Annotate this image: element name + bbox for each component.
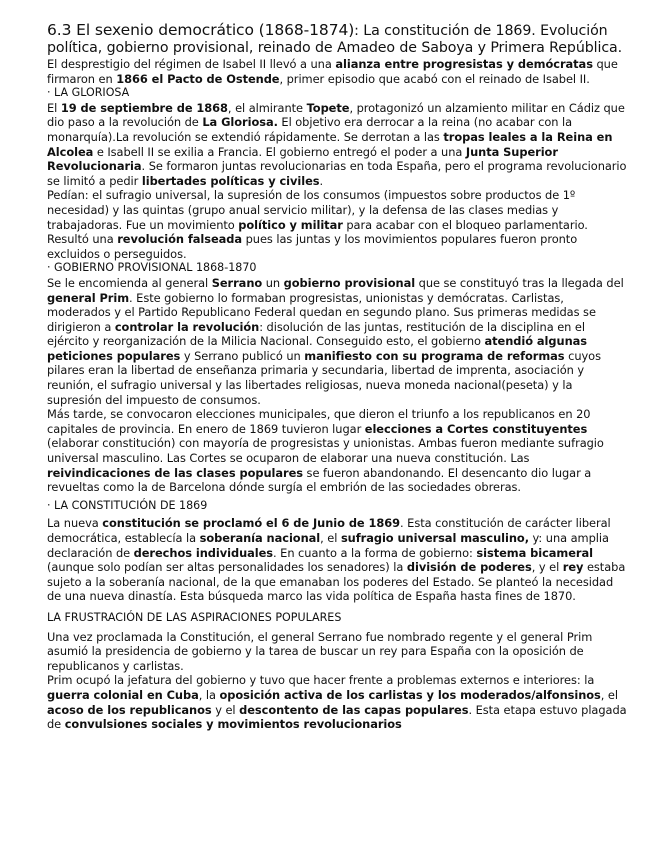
emphasis-text: gobierno provisional bbox=[283, 275, 416, 290]
paragraph-constitucion bbox=[47, 516, 627, 604]
emphasis-text: manifiesto con su programa de reformas bbox=[304, 348, 565, 363]
body-text: y Serrano publicó un bbox=[180, 348, 305, 363]
body-text: (elaborar constitución) con mayoría de progresistas y unionistas. Ambas fueron mediante sufragio universal masculino. Las Cortes se ocuparon de elaborar una nueva constitución. Las bbox=[47, 436, 604, 466]
body-text: Más tarde, se convocaron elecciones municipales, que dieron el triunfo a los republicanos en 20 capitales de provincia. En enero de 1869 tuvieron lugar bbox=[47, 407, 591, 436]
body-text: cuyos pilares eran la libertad de enseñanza primaria y secundaria, libertad de imprenta, asociación y reunión, el sufragio universal y las libertades religiosas, nueva moneda nacional(peseta) y la supresión del impuesto de consumos. bbox=[47, 348, 601, 407]
emphasis-text: Topete bbox=[306, 100, 350, 115]
body-text: Pedían: el sufragio universal, la supresión de los consumos (impuestos sobre productos de 1º necesidad) y las quintas (grupo anual servicio militar), y la defensa de las clases medias y trabajadoras. Fue un movimiento bbox=[47, 188, 576, 232]
body-text: para acabar con el bloqueo parlamentario. Resultó una bbox=[47, 217, 588, 247]
body-text: Prim ocupó la jefatura del gobierno y tuvo que hacer frente a problemas externos e interiores: la bbox=[47, 673, 595, 688]
emphasis-text: Junta Superior Revolucionaria bbox=[47, 144, 558, 174]
body-text: , el bbox=[320, 531, 341, 545]
body-text: , y el bbox=[531, 560, 563, 575]
emphasis-text: revolución falseada bbox=[117, 232, 243, 247]
body-text: El bbox=[47, 100, 61, 115]
emphasis-text: 1866 el Pacto de Ostende bbox=[116, 71, 280, 86]
subheading-constitucion: · LA CONSTITUCIÓN DE 1869 bbox=[47, 498, 208, 512]
body-text: (aunque solo podían ser altas personalidades los senadores) la bbox=[47, 560, 407, 575]
body-text: El desprestigio del régimen de Isabel II llevó a una bbox=[47, 57, 336, 71]
emphasis-text: atendió algunas peticiones populares bbox=[47, 334, 587, 363]
body-text: . Esta etapa estuvo plagada de bbox=[47, 702, 627, 732]
emphasis-text: reivindicaciones de las clases populares bbox=[47, 465, 303, 480]
emphasis-text: convulsiones sociales y movimientos revolucionarios bbox=[64, 717, 402, 732]
body-text: : disolución de las juntas, restitución de la disciplina en el ejército y reorganización de la Milicia Nacional. Conseguido esto, el gobierno bbox=[47, 319, 585, 349]
section-heading bbox=[47, 22, 627, 57]
paragraph-gloriosa bbox=[47, 101, 627, 189]
body-text: , protagonizó un alzamiento militar en Cádiz que dio paso a la revolución de bbox=[47, 100, 625, 130]
body-text: que firmaron en bbox=[47, 57, 618, 86]
subheading-frustracion: LA FRUSTRACIÓN DE LAS ASPIRACIONES POPULARES bbox=[47, 610, 342, 624]
body-text: que se constituyó tras la llegada del bbox=[415, 275, 624, 290]
emphasis-text: libertades políticas y civiles bbox=[141, 173, 320, 188]
paragraph-regencia bbox=[47, 630, 627, 674]
body-text: y: una amplia declaración de bbox=[47, 531, 609, 560]
emphasis-text: oposición activa de los carlistas y los moderados/alfonsinos bbox=[219, 687, 601, 702]
body-text: . Este gobierno lo formaban progresistas, unionistas y demócratas. Carlistas, moderados y el Partido Republicano Federal quedan en segundo plano. Sus primeras medidas se dirigieron a bbox=[47, 290, 596, 334]
emphasis-text: acoso de los republicanos bbox=[47, 702, 212, 717]
body-text: Una vez proclamada la Constitución, el general Serrano fue nombrado regente y el general Prim asumió la presidencia de gobierno y la tarea de buscar un rey para España con la oposición de republicanos y carlistas. bbox=[47, 629, 593, 673]
paragraph-elecciones bbox=[47, 407, 627, 495]
emphasis-text: descontento de las capas populares bbox=[239, 702, 469, 717]
paragraph-demands bbox=[47, 188, 627, 261]
body-text: , el bbox=[600, 687, 618, 702]
body-text: . bbox=[319, 173, 324, 188]
emphasis-text: político y militar bbox=[238, 217, 343, 232]
body-text: El objetivo era derrocar a la reina (no acabar con la monarquía).La revolución se extendió rápidamente. Se derrotan a las bbox=[47, 115, 573, 144]
body-text: un bbox=[262, 275, 284, 290]
body-text: y el bbox=[211, 702, 240, 717]
body-text: , la bbox=[198, 687, 220, 702]
emphasis-text: sistema bicameral bbox=[476, 545, 593, 560]
body-text: . Se formaron juntas revolucionarias en toda España, pero el programa revolucionario se limitó a pedir bbox=[47, 159, 627, 188]
body-text: e Isabell II se exilia a Francia. El gobierno entregó el poder a una bbox=[93, 144, 466, 159]
paragraph-prim bbox=[47, 673, 627, 731]
body-text: . Esta constitución de carácter liberal democrática, establecía la bbox=[47, 516, 611, 545]
emphasis-text: 19 de septiembre de 1868 bbox=[60, 100, 228, 115]
subheading-gobierno-provisional: · GOBIERNO PROVISIONAL 1868-1870 bbox=[47, 261, 257, 275]
heading-number-title: 6.3 El sexenio democrático (1868-1874) bbox=[47, 21, 355, 39]
body-text: estaba sujeto a la soberanía nacional, de la que emanaban los poderes del Estado. Se planteó la necesidad de una nueva dinastía. Esta búsqueda marco las vida política de España hasta fines de 1870. bbox=[47, 560, 626, 604]
emphasis-text: derechos individuales bbox=[133, 545, 274, 560]
body-text: . En cuanto a la forma de gobierno: bbox=[273, 545, 477, 560]
paragraph-gobierno bbox=[47, 276, 627, 407]
emphasis-text: división de poderes bbox=[406, 560, 532, 575]
subheading-la-gloriosa: · LA GLORIOSA bbox=[47, 86, 130, 100]
emphasis-text: general Prim bbox=[47, 290, 130, 305]
emphasis-text: sufragio universal masculino, bbox=[340, 531, 529, 545]
heading-subtitle: : La constitución de 1869. Evolución política, gobierno provisional, reinado de Amadeo de Saboya y Primera República. bbox=[47, 23, 623, 56]
emphasis-text: Serrano bbox=[211, 275, 263, 290]
emphasis-text: controlar la revolución bbox=[114, 319, 260, 334]
emphasis-text: alianza entre progresistas y demócratas bbox=[335, 57, 593, 71]
emphasis-text: guerra colonial en Cuba bbox=[47, 687, 199, 702]
body-text: La nueva bbox=[47, 516, 103, 531]
emphasis-text: elecciones a Cortes constituyentes bbox=[364, 421, 588, 436]
emphasis-text: tropas leales a la Reina en Alcolea bbox=[47, 129, 613, 159]
emphasis-text: soberanía nacional bbox=[199, 531, 321, 545]
body-text: Se le encomienda al general bbox=[47, 275, 212, 290]
emphasis-text: rey bbox=[562, 560, 584, 575]
emphasis-text: La Gloriosa. bbox=[202, 115, 278, 130]
emphasis-text: constitución se proclamó el 6 de Junio de 1869 bbox=[102, 516, 401, 531]
body-text: se fueron abandonando. El desencanto dio lugar a revueltas como la de Barcelona dónde surgía el embrión de las sociedades obreras. bbox=[47, 465, 592, 495]
paragraph-intro bbox=[47, 57, 627, 86]
body-text: , el almirante bbox=[227, 100, 307, 115]
body-text: , primer episodio que acabó con el reinado de Isabel II. bbox=[279, 71, 590, 86]
body-text: pues las juntas y los movimientos populares fueron pronto excluidos o perseguidos. bbox=[47, 232, 578, 261]
